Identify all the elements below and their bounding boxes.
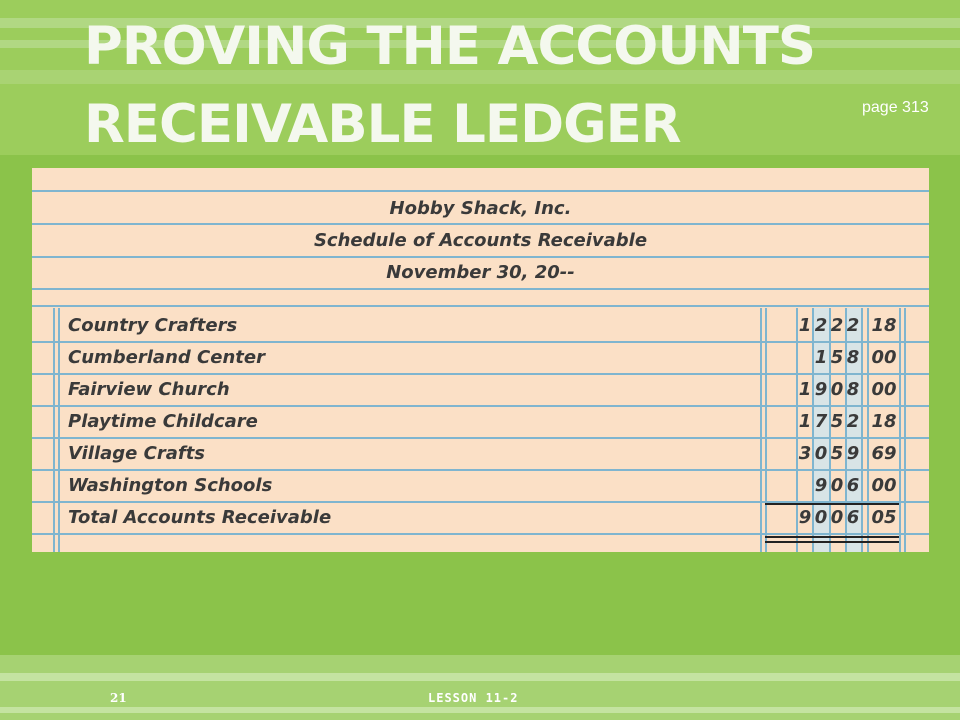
double-rule: [765, 541, 899, 543]
lesson-label: LESSON 11-2: [428, 691, 519, 705]
amount-cents: 00: [871, 379, 897, 400]
amount-digit: 6: [846, 507, 860, 528]
amount-digit: 9: [798, 507, 812, 528]
amount-digit: 0: [814, 443, 828, 464]
ledger-line: [861, 308, 863, 552]
company-name: Hobby Shack, Inc.: [389, 198, 572, 219]
total-label: Total Accounts Receivable: [68, 507, 332, 528]
customer-name: Washington Schools: [68, 475, 273, 496]
amount-cents: 69: [871, 443, 897, 464]
ledger-line: [32, 190, 929, 192]
customer-name: Village Crafts: [68, 443, 206, 464]
double-rule: [765, 536, 899, 538]
ledger-line: [32, 305, 929, 307]
amount-digit: 0: [830, 507, 844, 528]
footer-stripe: [0, 673, 960, 681]
amount-digit: 2: [830, 315, 844, 336]
amount-cents: 18: [871, 315, 897, 336]
amount-cents: 18: [871, 411, 897, 432]
ledger-line: [32, 437, 929, 439]
amount-digit: 5: [830, 411, 844, 432]
customer-name: Fairview Church: [68, 379, 230, 400]
amount-digit: 0: [830, 475, 844, 496]
amount-digit: 7: [814, 411, 828, 432]
amount-digit: 8: [846, 347, 860, 368]
amount-digit: 9: [846, 443, 860, 464]
amount-digit: 1: [798, 411, 812, 432]
customer-name: Playtime Childcare: [68, 411, 258, 432]
amount-digit: 0: [830, 379, 844, 400]
amount-cents: 05: [871, 507, 897, 528]
amount-digit: 1: [814, 347, 828, 368]
single-rule: [765, 503, 899, 505]
schedule-date: November 30, 20--: [386, 262, 575, 283]
amount-digit: 5: [830, 443, 844, 464]
amount-digit: 6: [846, 475, 860, 496]
amount-digit: 2: [846, 411, 860, 432]
ledger-line: [32, 405, 929, 407]
ledger-line: [58, 308, 60, 552]
ledger-line: [53, 308, 55, 552]
amount-digit: 3: [798, 443, 812, 464]
slide-number: 21: [110, 691, 127, 705]
amount-digit: 2: [814, 315, 828, 336]
ledger-line: [32, 373, 929, 375]
schedule-title: Schedule of Accounts Receivable: [313, 230, 648, 251]
footer-band: [0, 655, 960, 720]
ledger-line: [32, 341, 929, 343]
amount-digit: 8: [846, 379, 860, 400]
customer-name: Cumberland Center: [68, 347, 265, 368]
ledger-line: [32, 288, 929, 290]
ledger-line: [765, 308, 767, 552]
ledger-line: [32, 469, 929, 471]
amount-digit: 1: [798, 379, 812, 400]
amount-digit: 9: [814, 379, 828, 400]
ledger-line: [899, 308, 901, 552]
ledger-line: [32, 256, 929, 258]
amount-digit: 2: [846, 315, 860, 336]
amount-digit: 1: [798, 315, 812, 336]
ledger-line: [32, 223, 929, 225]
amount-cents: 00: [871, 347, 897, 368]
page-reference: page 313: [862, 99, 929, 116]
ledger-line: [904, 308, 906, 552]
schedule-of-accounts-receivable: [32, 168, 929, 552]
amount-cents: 00: [871, 475, 897, 496]
amount-digit: 5: [830, 347, 844, 368]
customer-name: Country Crafters: [68, 315, 238, 336]
amount-digit: 0: [814, 507, 828, 528]
footer-stripe: [0, 707, 960, 713]
slide-title: PROVING THE ACCOUNTS RECEIVABLE LEDGER: [84, 16, 816, 155]
amount-digit: 9: [814, 475, 828, 496]
ledger-line: [32, 533, 929, 535]
ledger-line: [760, 308, 762, 552]
